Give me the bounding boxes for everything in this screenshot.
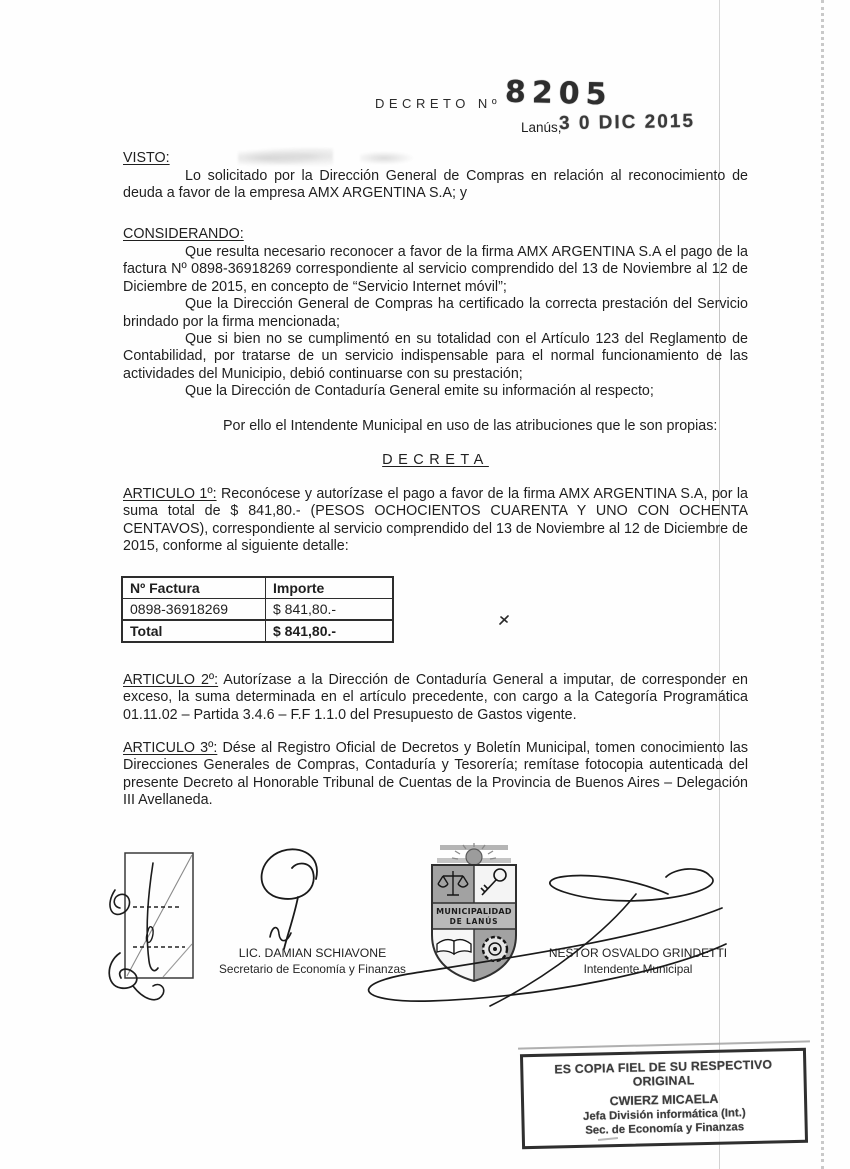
mayor-signature-block	[548, 946, 728, 976]
date-stamp: 3 0 DIC 2015	[558, 110, 696, 135]
article-1-label: ARTICULO 1º:	[123, 486, 217, 502]
considerando-paragraph: Que la Dirección General de Compras ha certificado la correcta prestación del Servicio brindado por la firma mencionada;	[123, 296, 748, 330]
secretary-signature	[228, 843, 360, 961]
cell-total-label: Total	[122, 620, 266, 642]
invoice-table	[121, 576, 394, 643]
cell-total-value: $ 841,80.-	[266, 620, 394, 642]
article-3-label: ARTICULO 3º:	[123, 740, 218, 756]
seal-sun-icon	[466, 849, 482, 865]
stamp-line-3: Jefa División informática (Int.)	[582, 1107, 746, 1123]
invoice-table-row	[122, 599, 393, 621]
article-3-paragraph	[123, 740, 748, 810]
article-2-text: Autorízase a la Dirección de Contaduría General a imputar, de corresponder en exceso, la suma determinada en el artículo precedente, con cargo a la Categoría Programática 01.11.02 – Partida 3.4.6 – F.F 1.1.0 del Presupuesto de Gastos vigente.	[123, 672, 748, 723]
visto-heading: VISTO:	[123, 150, 170, 166]
cell-factura-number: 0898-36918269	[122, 599, 266, 621]
invoice-table-total-row	[122, 620, 393, 642]
decree-header	[375, 95, 501, 113]
stamp-line-4: Sec. de Economía y Finanzas	[585, 1121, 745, 1137]
place-label: Lanús,	[521, 120, 562, 135]
mayor-signature	[338, 852, 740, 1020]
decree-label: DECRETO Nº	[375, 96, 502, 111]
initials-box-signature	[103, 835, 225, 1020]
considerando-paragraph: Que si bien no se cumplimentó en su totalidad con el Artículo 123 del Reglamento de Contabilidad, por tratarse de un servicio indispensable para el normal funcionamiento de las actividades del Municipio, debió continuarse con su prestación;	[123, 331, 748, 382]
certification-stamp	[520, 1048, 808, 1149]
mayor-title: Intendente Municipal	[583, 962, 693, 976]
col-header-factura: Nº Factura	[122, 577, 266, 599]
scan-paper-edge-line	[821, 0, 824, 1169]
col-header-importe: Importe	[266, 577, 394, 599]
stamp-line-1: ES COPIA FIEL DE SU RESPECTIVO ORIGINAL	[554, 1057, 773, 1089]
article-1-paragraph	[123, 486, 748, 556]
mayor-name: NESTOR OSVALDO GRINDETTI	[548, 946, 728, 960]
considerando-paragraph: Que la Dirección de Contaduría General emite su información al respecto;	[185, 383, 654, 400]
secretary-title: Secretario de Economía y Finanzas	[219, 962, 406, 976]
decreta-heading-text: DECRETA	[382, 452, 489, 468]
seal-text-line1: MUNICIPALIDAD	[436, 907, 512, 916]
considerando-paragraph: Que resulta necesario reconocer a favor de la firma AMX ARGENTINA S.A el pago de la factura Nº 0898-36918269 correspondiente al servicio comprendido del 13 de Noviembre al 12 de Diciembre de 2015, en concepto de “Servicio Internet móvil”;	[123, 244, 748, 295]
gear-icon	[483, 937, 507, 961]
article-1-text: Reconócese y autorízase el pago a favor de la firma AMX ARGENTINA S.A, por la suma total de $ 841,80.- (PESOS OCHOCIENTOS CUARENTA Y UNO CON OCHENTA CENTAVOS), correspondiente al servicio comprendido del 13 de Noviembre al 12 de Diciembre de 2015, conforme al siguiente detalle:	[123, 486, 748, 555]
decreta-heading	[123, 452, 748, 468]
article-3-text: Dése al Registro Oficial de Decretos y Boletín Municipal, tomen conocimiento las Direcciones Generales de Compras, Contaduría y Tesorería; remítase fotocopia autenticada del presente Decreto al Honorable Tribunal de Cuentas de la Provincia de Buenos Aires – Delegación III Avellaneda.	[123, 740, 748, 809]
seal-text-line2: DE LANÚS	[449, 917, 499, 926]
visto-paragraph: Lo solicitado por la Dirección General de Compras en relación al reconocimiento de deuda a favor de la empresa AMX ARGENTINA S.A; y	[123, 168, 748, 202]
article-2-paragraph	[123, 672, 748, 724]
considerando-heading: CONSIDERANDO:	[123, 226, 244, 242]
invoice-table-header-row	[122, 577, 393, 599]
stamp-line-2: CWIERZ MICAELA	[609, 1091, 719, 1109]
decree-number-stamp: 8205	[504, 74, 613, 113]
article-2-label: ARTICULO 2º:	[123, 672, 219, 688]
secretary-signature-block	[215, 946, 410, 976]
secretary-name: LIC. DAMIAN SCHIAVONE	[238, 946, 387, 960]
por-ello-line: Por ello el Intendente Municipal en uso de las atribuciones que le son propias:	[223, 418, 718, 434]
cell-importe-value: $ 841,80.-	[266, 599, 394, 621]
considerando-body	[123, 244, 748, 401]
municipal-seal	[424, 843, 524, 988]
pen-tick-mark	[498, 613, 512, 627]
